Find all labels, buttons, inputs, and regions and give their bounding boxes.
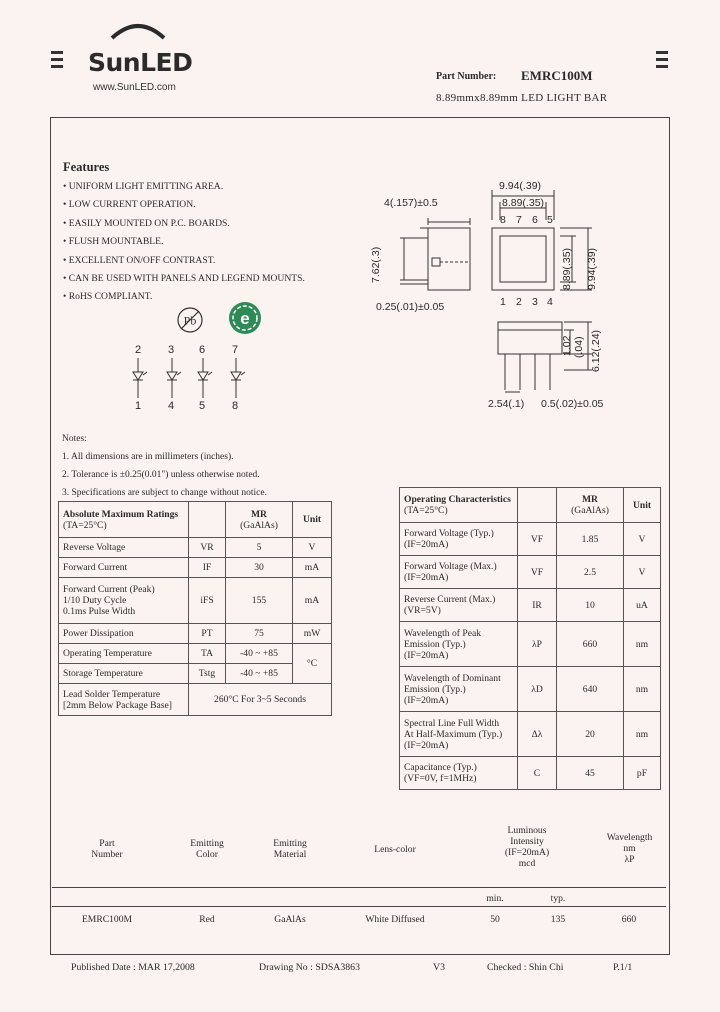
- pin-label: 8: [232, 400, 239, 412]
- front-pin-label: 1: [500, 296, 506, 308]
- pin-label: 4: [168, 400, 175, 412]
- char-label: Capacitance (Typ.): [404, 762, 477, 773]
- brand-logo: SunLED: [88, 48, 193, 77]
- header-luminous: Intensity: [510, 836, 544, 847]
- dim-bottom-3: 6.12(.24): [590, 329, 602, 372]
- pin-label: 5: [199, 400, 206, 412]
- char-value: 2.5: [557, 556, 624, 589]
- char-symbol: IR: [518, 589, 557, 622]
- front-pin-label: 5: [547, 214, 553, 226]
- abs-max-title: Absolute Maximum Ratings: [63, 508, 179, 520]
- part-table-header: [52, 822, 666, 886]
- param-name-line: Forward Current (Peak): [63, 584, 155, 595]
- part-number-label: Part Number:: [436, 71, 497, 82]
- header-material: Emitting: [273, 838, 307, 849]
- param-name: Storage Temperature: [59, 664, 189, 684]
- param-value: -40 ~ +85: [226, 664, 293, 684]
- char-cond: (IF=20mA): [404, 739, 449, 751]
- pin-label: 3: [168, 344, 175, 356]
- dim-pitch: 2.54(.1): [488, 398, 525, 410]
- header-part: Part: [99, 838, 115, 849]
- char-cond: (VR=5V): [404, 605, 441, 616]
- header-color: Color: [196, 849, 218, 860]
- part-table-top-line: [52, 887, 666, 888]
- char-cond: (IF=20mA): [404, 694, 449, 706]
- cell-wavelength: 660: [621, 914, 637, 925]
- char-value: 10: [557, 589, 624, 622]
- header-luminous: mcd: [518, 858, 536, 869]
- front-pin-label: 7: [516, 214, 522, 226]
- diode-symbols-icon: [128, 358, 248, 400]
- feature-item: • EXCELLENT ON/OFF CONTRAST.: [63, 254, 216, 266]
- header-lens: Lens-color: [374, 844, 416, 855]
- checked-by: Checked : Shin Chi: [487, 962, 564, 973]
- feature-item: • EASILY MOUNTED ON P.C. BOARDS.: [63, 217, 230, 229]
- char-unit: nm: [624, 712, 661, 757]
- char-label: Forward Voltage (Typ.): [404, 528, 494, 539]
- left-menu-bars: [51, 51, 63, 72]
- char-cond: (IF=20mA): [404, 649, 449, 661]
- dim-front-right-inner: 8.89(.35): [561, 247, 573, 290]
- param-name: Operating Temperature: [59, 644, 189, 664]
- abs-max-col-mr: MR: [251, 508, 267, 520]
- front-pin-label: 4: [547, 296, 553, 308]
- char-symbol: VF: [518, 523, 557, 556]
- page-number: P.1/1: [613, 962, 633, 973]
- dim-front-inner: 8.89(.35): [502, 197, 545, 209]
- features-section: [63, 160, 305, 307]
- notes-section: [62, 430, 267, 502]
- char-label: Forward Voltage (Max.): [404, 561, 497, 572]
- header-material: Material: [273, 849, 307, 860]
- feature-item: • FLUSH MOUNTABLE.: [63, 236, 164, 248]
- op-char-col-unit: Unit: [624, 488, 661, 523]
- char-unit: pF: [624, 757, 661, 790]
- drawing-number: Drawing No : SDSA3863: [259, 962, 360, 973]
- part-table-mid-line: [52, 906, 666, 907]
- cell-part: EMRC100M: [81, 914, 133, 925]
- website-link[interactable]: www.SunLED.com: [93, 82, 176, 93]
- param-symbol: PT: [189, 624, 226, 644]
- version: V3: [433, 962, 445, 973]
- param-name-multi: [59, 578, 189, 624]
- logo-arc-icon: [108, 20, 168, 40]
- param-symbol: VR: [189, 538, 226, 558]
- param-symbol: iFS: [189, 578, 226, 624]
- dim-front-right-outer: 9.94(.39): [586, 247, 598, 290]
- dim-side-bottom: 0.25(.01)±0.05: [376, 301, 445, 313]
- char-label: At Half-Maximum (Typ.): [404, 728, 503, 740]
- char-unit: V: [624, 523, 661, 556]
- param-value: -40 ~ +85: [226, 644, 293, 664]
- feature-item: • CAN BE USED WITH PANELS AND LEGEND MOUNTS.: [63, 273, 305, 285]
- dim-pin-width: 0.5(.02)±0.05: [541, 398, 604, 410]
- header-typ: typ.: [550, 893, 566, 904]
- feature-item: • LOW CURRENT OPERATION.: [63, 199, 196, 211]
- op-char-cond: (TA=25°C): [404, 505, 448, 516]
- abs-max-table: [58, 501, 332, 716]
- op-char-title: Operating Characteristics: [404, 494, 511, 505]
- abs-max-col-mat: (GaAlAs): [240, 519, 278, 531]
- param-name: Reverse Voltage: [59, 538, 189, 558]
- char-label: Wavelength of Dominant: [404, 672, 501, 684]
- front-pin-label: 2: [516, 296, 522, 308]
- part-number: EMRC100M: [521, 68, 593, 83]
- part-row: [52, 914, 666, 930]
- rohs-text: e: [240, 309, 250, 328]
- char-unit: uA: [624, 589, 661, 622]
- char-label: Spectral Line Full Width: [404, 717, 500, 729]
- char-label: Emission (Typ.): [404, 638, 466, 650]
- param-name-line: [2mm Below Package Base]: [63, 699, 172, 711]
- char-label: Emission (Typ.): [404, 683, 466, 695]
- header-luminous: (IF=20mA): [504, 847, 550, 858]
- feature-item: • RoHS COMPLIANT.: [63, 291, 153, 303]
- char-cond: (IF=20mA): [404, 572, 449, 583]
- note-item: 3. Specifications are subject to change without notice.: [62, 488, 267, 498]
- param-name-line: 1/10 Duty Cycle: [63, 595, 127, 606]
- notes-title: Notes:: [62, 434, 87, 444]
- char-value: 1.85: [557, 523, 624, 556]
- char-unit: nm: [624, 622, 661, 667]
- char-unit: V: [624, 556, 661, 589]
- param-symbol: TA: [189, 644, 226, 664]
- char-value: 20: [557, 712, 624, 757]
- dim-bottom-1: 1.02: [561, 335, 573, 356]
- dim-side-height: 7.62(.3): [370, 246, 382, 283]
- param-name-multi: [59, 684, 189, 716]
- pb-free-icon: [176, 306, 204, 334]
- header-wavelength: Wavelength: [606, 832, 653, 843]
- param-value: 75: [226, 624, 293, 644]
- char-value: 640: [557, 667, 624, 712]
- features-title: Features: [63, 160, 110, 174]
- param-unit: V: [293, 538, 332, 558]
- char-symbol: VF: [518, 556, 557, 589]
- char-symbol: C: [518, 757, 557, 790]
- char-unit: nm: [624, 667, 661, 712]
- pin-label: 2: [135, 344, 142, 356]
- cell-lens: White Diffused: [365, 914, 425, 925]
- op-char-table: [399, 487, 661, 790]
- header-luminous: Luminous: [507, 825, 547, 836]
- param-value: 260°C For 3~5 Seconds: [189, 684, 332, 716]
- published-date: Published Date : MAR 17,2008: [71, 962, 195, 973]
- dim-side-top: 4(.157)±0.5: [384, 197, 438, 209]
- char-value: 660: [557, 622, 624, 667]
- param-name-line: 0.1ms Pulse Width: [63, 606, 136, 617]
- note-item: 1. All dimensions are in millimeters (inches).: [62, 452, 234, 462]
- cell-color: Red: [199, 914, 215, 925]
- header-part: Number: [91, 849, 123, 860]
- char-symbol: Δλ: [518, 712, 557, 757]
- schematic: [128, 344, 248, 414]
- param-unit: mA: [293, 558, 332, 578]
- abs-max-col-unit: Unit: [293, 502, 332, 538]
- header-color: Emitting: [190, 838, 224, 849]
- note-item: 2. Tolerance is ±0.25(0.01") unless otherwise noted.: [62, 470, 260, 480]
- front-pin-label: 8: [500, 214, 506, 226]
- dim-front-outer: 9.94(.39): [499, 180, 542, 192]
- front-pin-label: 6: [532, 214, 538, 226]
- abs-max-title-cell: [59, 502, 189, 538]
- param-value: 155: [226, 578, 293, 624]
- param-value: 30: [226, 558, 293, 578]
- op-char-col-mr: MR: [582, 494, 598, 505]
- char-symbol: λD: [518, 667, 557, 712]
- param-name-line: Lead Solder Temperature: [63, 688, 161, 700]
- front-pin-label: 3: [532, 296, 538, 308]
- char-label: Reverse Current (Max.): [404, 594, 496, 605]
- header-wavelength: nm: [623, 843, 636, 854]
- param-name: Forward Current: [59, 558, 189, 578]
- param-unit: °C: [293, 644, 332, 684]
- op-char-col-mat: (GaAlAs): [571, 505, 609, 516]
- feature-item: • UNIFORM LIGHT EMITTING AREA.: [63, 181, 224, 192]
- right-menu-bars: [656, 51, 668, 72]
- param-unit: mW: [293, 624, 332, 644]
- pin-label: 6: [199, 344, 206, 356]
- param-symbol: IF: [189, 558, 226, 578]
- char-label: Wavelength of Peak: [404, 627, 482, 639]
- char-cond: (IF=20mA): [404, 539, 449, 550]
- cell-min: 50: [490, 914, 500, 925]
- param-unit: mA: [293, 578, 332, 624]
- dim-bottom-2: (.04): [573, 336, 585, 358]
- cell-material: GaAlAs: [274, 914, 306, 925]
- header-min: min.: [486, 893, 504, 904]
- param-value: 5: [226, 538, 293, 558]
- cell-typ: 135: [550, 914, 566, 925]
- char-cond: (VF=0V, f=1MHz): [404, 773, 477, 784]
- param-name: Power Dissipation: [59, 624, 189, 644]
- header-wavelength: λP: [624, 854, 635, 865]
- char-symbol: λP: [518, 622, 557, 667]
- pin-label: 1: [135, 400, 142, 412]
- rohs-icon: [226, 300, 264, 336]
- product-description: 8.89mmx8.89mm LED LIGHT BAR: [436, 92, 608, 104]
- param-symbol: Tstg: [189, 664, 226, 684]
- pin-label: 7: [232, 344, 239, 356]
- char-value: 45: [557, 757, 624, 790]
- abs-max-cond: (TA=25°C): [63, 519, 107, 531]
- pb-text: Pb: [183, 313, 197, 328]
